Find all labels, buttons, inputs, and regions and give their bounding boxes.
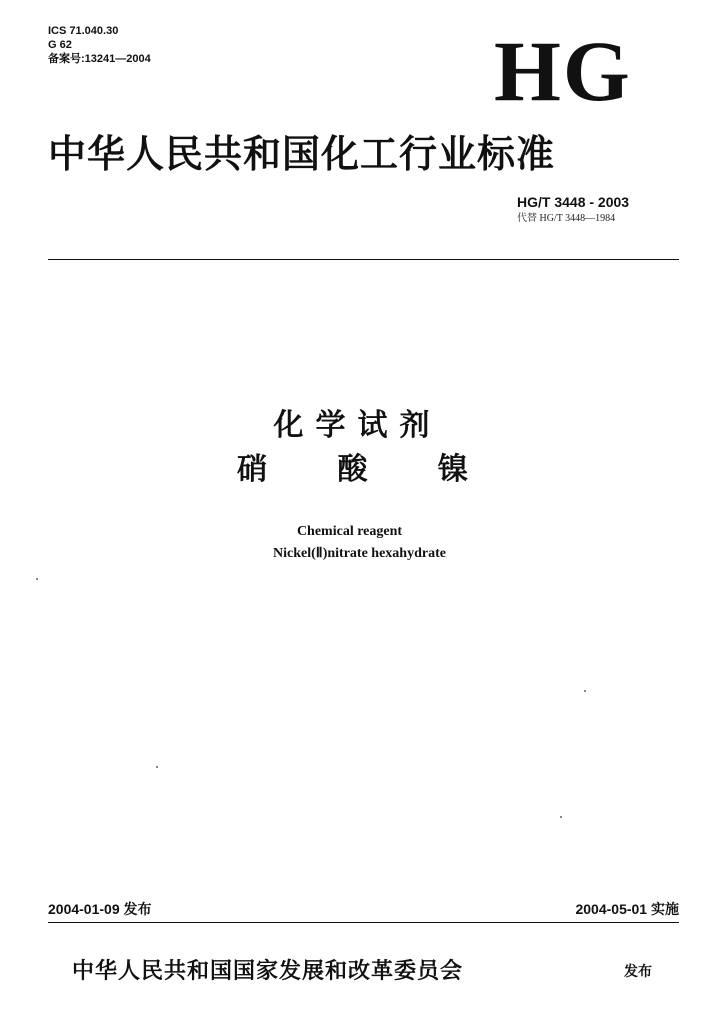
replaces-standard: 代替 HG/T 3448—1984 xyxy=(517,213,616,224)
scan-speck xyxy=(560,816,562,818)
standard-number: HG/T 3448 - 2003 xyxy=(517,194,630,210)
ics-code: ICS 71.040.30 xyxy=(48,25,119,37)
issue-action: 发布 xyxy=(624,964,652,980)
header-divider xyxy=(48,259,679,260)
scan-speck xyxy=(36,578,38,580)
scan-speck xyxy=(584,690,586,692)
publish-date: 2004-01-09 发布 xyxy=(48,901,152,917)
footer-divider xyxy=(48,922,679,923)
issuing-authority: 中华人民共和国国家发展和改革委员会 xyxy=(72,958,464,984)
standard-meta xyxy=(48,24,151,66)
filing-number: 备案号:13241—2004 xyxy=(48,53,151,65)
effective-date: 2004-05-01 实施 xyxy=(575,901,679,917)
document-title-cn-line1: 化学试剂 xyxy=(273,408,442,443)
hg-logo: HG xyxy=(494,23,632,119)
document-title-en-line2: Nickel(Ⅱ)nitrate hexahydrate xyxy=(273,546,446,561)
standard-title: 中华人民共和国化工行业标准 xyxy=(48,131,556,176)
category-code: G 62 xyxy=(48,39,72,51)
document-title-cn-line2: 硝 酸 镍 xyxy=(237,452,498,487)
document-title-en-line1: Chemical reagent xyxy=(296,524,403,539)
scan-speck xyxy=(156,766,158,768)
